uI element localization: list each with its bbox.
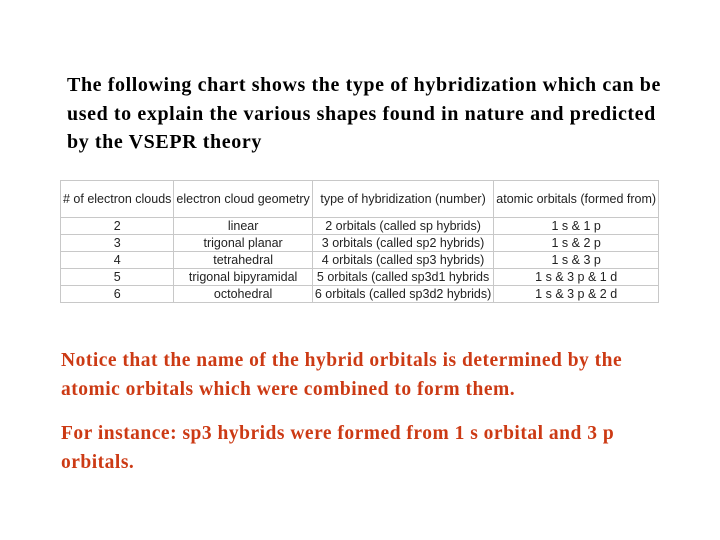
- notice-text: Notice that the name of the hybrid orbitals is determined by the atomic orbitals which were combined to form them.: [61, 350, 623, 400]
- table-cell: octohedral: [174, 286, 312, 303]
- table-cell: 4: [61, 252, 174, 269]
- table-row: [61, 218, 659, 235]
- header-cell: # of electron clouds: [61, 181, 174, 218]
- table-header-row: [61, 181, 659, 218]
- table-row: [61, 269, 659, 286]
- table-cell: 2: [61, 218, 174, 235]
- table-cell: 3: [61, 235, 174, 252]
- table-cell: 2 orbitals (called sp hybrids): [312, 218, 493, 235]
- table-cell: linear: [174, 218, 312, 235]
- table-cell: 1 s & 3 p & 1 d: [494, 269, 659, 286]
- header-cell: electron cloud geometry: [174, 181, 312, 218]
- instance-text: For instance: sp3 hybrids were formed from 1 s orbital and 3 p orbitals.: [61, 423, 615, 473]
- table-cell: 1 s & 2 p: [494, 235, 659, 252]
- table-cell: tetrahedral: [174, 252, 312, 269]
- table-cell: trigonal bipyramidal: [174, 269, 312, 286]
- table-row: [61, 252, 659, 269]
- table-cell: 1 s & 3 p: [494, 252, 659, 269]
- table-row: [61, 286, 659, 303]
- table-cell: 1 s & 3 p & 2 d: [494, 286, 659, 303]
- table-cell: 4 orbitals (called sp3 hybrids): [312, 252, 493, 269]
- table-cell: 5 orbitals (called sp3d1 hybrids: [312, 269, 493, 286]
- table-cell: 5: [61, 269, 174, 286]
- intro-text: The following chart shows the type of hybridization which can be used to explain the various shapes found in nature and predicted by the VSEPR theory: [67, 74, 661, 153]
- table-cell: 6: [61, 286, 174, 303]
- table-row: [61, 235, 659, 252]
- table-cell: 3 orbitals (called sp2 hybrids): [312, 235, 493, 252]
- table-cell: trigonal planar: [174, 235, 312, 252]
- header-cell: type of hybridization (number): [312, 181, 493, 218]
- table-cell: 6 orbitals (called sp3d2 hybrids): [312, 286, 493, 303]
- hybridization-table: [60, 180, 659, 303]
- table-cell: 1 s & 1 p: [494, 218, 659, 235]
- header-cell: atomic orbitals (formed from): [494, 181, 659, 218]
